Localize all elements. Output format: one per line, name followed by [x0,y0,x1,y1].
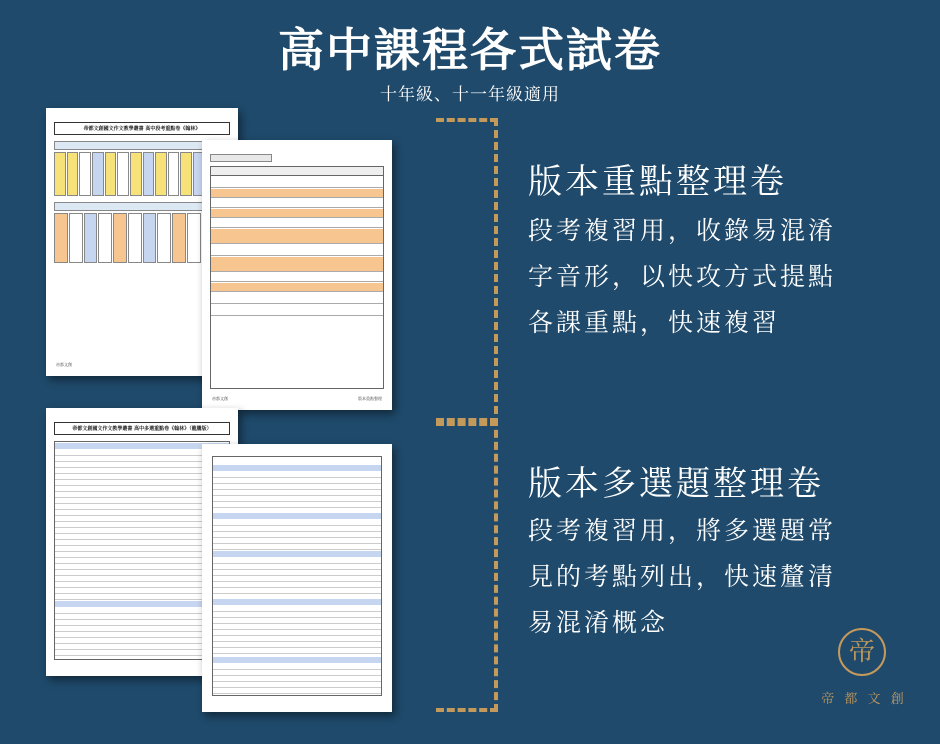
bracket-bottom [436,418,498,712]
page-title: 高中課程各式試卷 [278,23,662,77]
paper-thumbnail-4 [202,444,392,712]
brand-logo-icon: 帝 [838,628,886,676]
paper-header: 帝都文創國文作文教學叢書 高中多選重點卷《翰林》（龍騰版） [54,422,230,435]
paper-footer-right: 版本重點整理 [358,396,382,401]
section-title-multi-choice: 版本多選題整理卷 [528,464,824,504]
page-subtitle: 十年級、十一年級適用 [380,85,560,105]
paper-thumbnail-2 [202,140,392,410]
desc-line: 見的考點列出，快速釐清 [528,562,837,591]
brand-logo-text: 帝 都 文 創 [821,692,907,707]
desc-line: 段考複習用，收錄易混淆 [528,216,837,245]
desc-line: 段考複習用，將多選題常 [528,516,837,545]
paper-footer-left: 帝都文創 [56,362,72,367]
desc-line: 各課重點，快速複習 [528,308,781,337]
section-desc-multi-choice [528,508,888,646]
desc-line: 易混淆概念 [528,608,669,637]
paper-header: 帝都文創國文作文教學叢書 高中段考重點卷《翰林》 [54,122,230,135]
desc-line: 字音形，以快攻方式提點 [528,262,837,291]
section-desc-key-points [528,208,888,346]
section-title-key-points: 版本重點整理卷 [528,162,787,202]
bracket-top [436,118,498,426]
paper-footer-left: 帝都文創 [212,396,228,401]
